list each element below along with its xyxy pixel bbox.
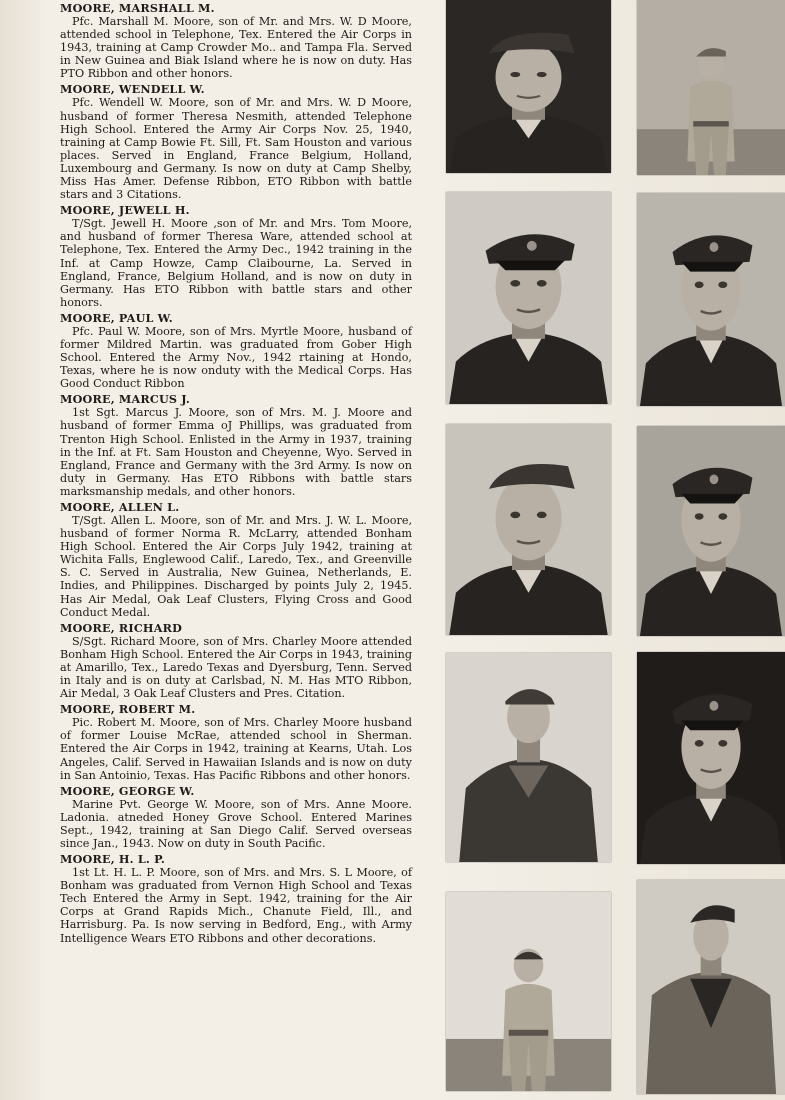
entry-name: MOORE, MARSHALL M. [60, 1, 215, 15]
entry-name: MOORE, RICHARD [60, 620, 182, 635]
entry-name: MOORE, WENDELL W. [60, 82, 205, 97]
photo-image [637, 426, 785, 636]
photo-robert-moore [637, 652, 785, 864]
entry-name: MOORE, ROBERT M. [60, 702, 196, 717]
photo-marshall-moore [446, 0, 611, 173]
entry-body: Pfc. Marshall M. Moore, son of Mr. and Mrs. W. D Moore, attended school in Telephone, Tex. Entered the Air Corps in 1943, training at Camp Crowder Mo.. and Tampa Fla. Served in New Guinea and Biak Island where he is now on duty. Has PTO Ribbon and other honors. [60, 15, 412, 81]
entry-body: T/Sgt. Jewell H. Moore ,son of Mr. and Mrs. Tom Moore, and husband of former Theresa Ware, attended school at Telephone, Tex. Entered the Army Dec., 1942 training in the Inf. at Camp Howze, Camp Claibourne, La. Served in England, France, Belgium Holland, and is now on duty in Germany. Has ETO Ribbon with battle stars and other honors. [60, 217, 412, 309]
entry-allen-moore [60, 501, 412, 619]
entry-body: S/Sgt. Richard Moore, son of Mrs. Charley Moore attended Bonham High School. Entered the Air Corps in 1943, training at Amarillo, Tex., Laredo Texas and Dyersburg, Tenn. Served in Italy and is on duty at Carlsbad, N. M. Has MTO Ribbon, Air Medal, 3 Oak Leaf Clusters and Pres. Citation. [60, 634, 412, 701]
entry-body: 1st Lt. H. L. P. Moore, son of Mrs. and Mrs. S. L Moore, of Bonham was graduated from Vernon High School and Texas Tech Entered the Army in Sept. 1942, training for the Air Corps at Grand Rapids Mich., Chanute Field, Ill., and Harrisburg. Pa. Is now serving in Bedford, Eng., with Army Intelligence Wears ETO Ribbons and other decorations. [60, 866, 412, 945]
entry-body: Pic. Robert M. Moore, son of Mrs. Charley Moore husband of former Louise McRae, attended school in Sherman. Entered the Air Corps in 1942, training at Kearns, Utah. Los Angeles, Calif. Served in Hawaiian Islands and is now on duty in San Antoinio, Texas. Has Pacific Ribbons and other honors. [60, 716, 412, 782]
entry-hlp-moore [60, 853, 412, 945]
photo-image [446, 892, 611, 1091]
text-column [60, 2, 412, 948]
entry-marcus-moore [60, 393, 412, 498]
photo-image [637, 652, 785, 864]
entry-marshall-moore [60, 2, 412, 80]
entry-body: Pfc. Wendell W. Moore, son of Mr. and Mrs. W. D Moore, husband of former Theresa Nesmith, attended Telephone High School. Entered the Army Air Corps Nov. 25, 1940, training at Camp Bowie Ft. Sill, Ft. Sam Houston and various places. Served in England, France Belgium, Holland, Luxembourg and Germany. Is now on duty at Camp Shelby, Miss Has Amer. Defense Ribbon, ETO Ribbon with battle stars and 3 Citations. [60, 96, 412, 202]
entry-name: MOORE, MARCUS J. [60, 392, 191, 407]
photo-wendell-moore [637, 0, 785, 175]
photo-image [637, 880, 785, 1094]
entry-name: MOORE, PAUL W. [60, 310, 173, 325]
entry-robert-moore [60, 703, 412, 781]
entry-name: MOORE, GEORGE W. [60, 783, 195, 798]
entry-body: T/Sgt. Allen L. Moore, son of Mr. and Mrs. J. W. L. Moore, husband of former Norma R. McLarry, attended Bonham High School. Entered the Air Corps July 1942, training at Wichita Falls, Englewood Calif., Laredo, Tex., and Greenville S. C. Served in Australia, New Guinea, Netherlands, E. Indies, and Philippines. Discharged by points July 2, 1945. Has Air Medal, Oak Leaf Clusters, Flying Cross and Good Conduct Medal. [60, 514, 412, 619]
photo-image [446, 424, 611, 635]
photo-image [446, 653, 611, 862]
entry-name: MOORE, JEWELL H. [60, 203, 190, 218]
photo-image [637, 193, 785, 406]
entry-body: Marine Pvt. George W. Moore, son of Mrs. Anne Moore. Ladonia. atneded Honey Grove School. Entered Marines Sept., 1942, training at San Diego Calif. Served overseas since Jan., 1943. Now on duty in South Pacific. [60, 797, 412, 850]
entry-jewell-moore [60, 204, 412, 309]
photo-jewell-moore [446, 192, 611, 404]
entry-name: MOORE, H. L. P. [60, 852, 165, 867]
photo-george-moore [446, 892, 611, 1091]
entry-paul-moore [60, 312, 412, 390]
photo-richard-moore [446, 653, 611, 862]
photo-image [446, 192, 611, 404]
photo-hlp-moore [637, 880, 785, 1094]
photo-allen-moore [637, 426, 785, 636]
photo-image [446, 0, 611, 173]
entry-wendell-moore [60, 83, 412, 201]
photo-image [637, 0, 785, 175]
entry-body: Pfc. Paul W. Moore, son of Mrs. Myrtle Moore, husband of former Mildred Martin. was graduated from Gober High School. Entered the Army Nov., 1942 rtaining at Hondo, Texas, where he is now onduty with the Medical Corps. Has Good Conduct Ribbon [60, 324, 412, 391]
photo-marcus-moore [446, 424, 611, 635]
entry-richard-moore [60, 622, 412, 700]
entry-body: 1st Sgt. Marcus J. Moore, son of Mrs. M. J. Moore and husband of former Emma oJ Phillips, was graduated from Trenton High School. Enlisted in the Army in 1937, training in the Inf. at Ft. Sam Houston and Cheyenne, Wyo. Served in England, France and Germany with the 3rd Army. Is now on duty in Germany. Has ETO Ribbons with battle stars marksmanship medals, and other honors. [60, 406, 412, 498]
photo-paul-moore [637, 193, 785, 406]
entry-george-moore [60, 785, 412, 850]
entry-name: MOORE, ALLEN L. [60, 500, 180, 514]
